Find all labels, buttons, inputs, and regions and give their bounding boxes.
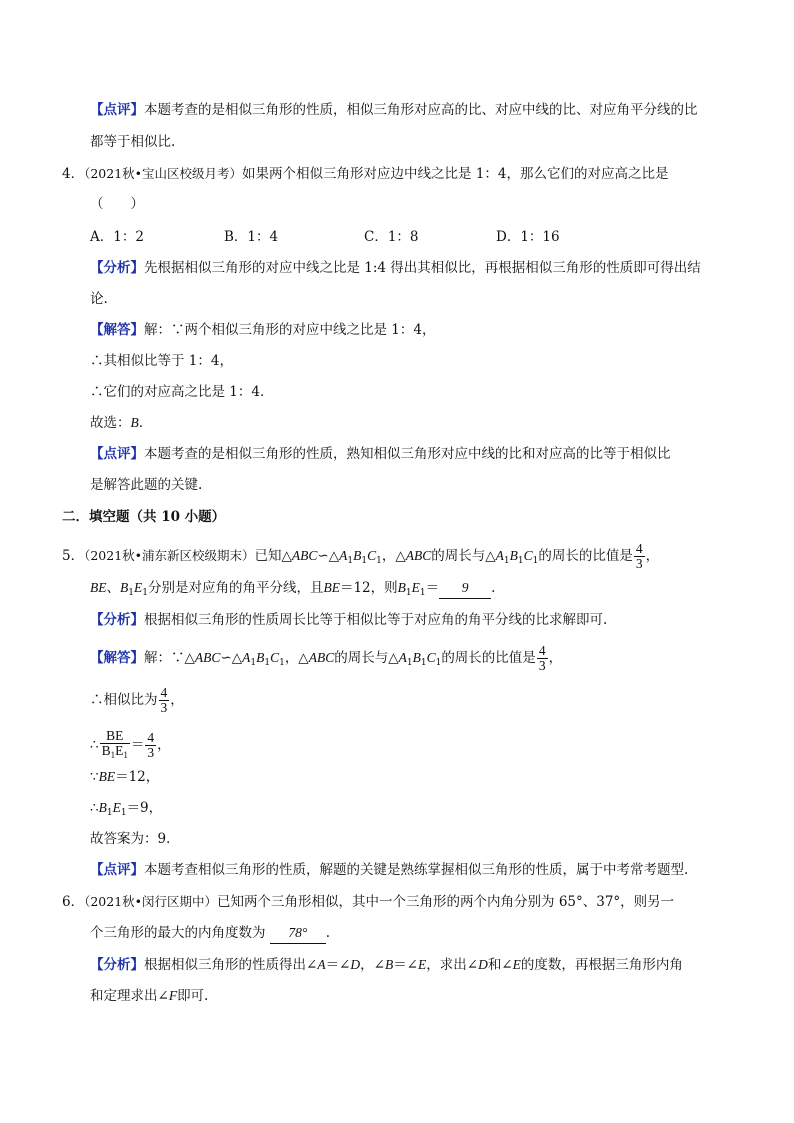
q5-step-2: [90, 729, 171, 762]
angle-a: A: [317, 957, 326, 972]
q4-analysis-line-1: [90, 258, 701, 278]
fraction-denominator: 3: [147, 745, 155, 760]
subscript: 1: [279, 658, 285, 668]
q6-analysis-line-1: [90, 955, 683, 975]
question-number: 4．: [62, 166, 85, 182]
subscript: 1: [123, 750, 128, 760]
fraction-denominator: [100, 744, 130, 762]
fraction-numerator: 4: [160, 685, 168, 700]
vertex-c1: C: [523, 548, 533, 563]
vertex-c1: C: [270, 650, 280, 665]
vertex-c1: C: [367, 548, 377, 563]
fraction-denominator: 3: [635, 556, 643, 571]
stem-text: 的周长的比值是: [538, 548, 633, 564]
equals: ＝: [425, 580, 440, 596]
fraction-denominator: 3: [538, 658, 546, 673]
stem-text: 已知△: [254, 548, 292, 564]
analysis-text: 根据相似三角形的性质得出∠: [144, 957, 318, 973]
stem-text: 个三角形的最大的内角度数为: [90, 925, 266, 941]
answer-end: ，: [548, 650, 563, 666]
answer-blank: 78°: [270, 923, 326, 944]
answer-choice: B: [130, 415, 139, 430]
answer-text: 的周长与△: [334, 650, 399, 666]
vertex-b1: B: [353, 548, 362, 563]
step-text: ∴相似比为: [90, 692, 158, 708]
subscript: 1: [128, 588, 134, 598]
question-source: （2021秋•闵行区期中）: [84, 894, 218, 909]
vertex-b1: B: [412, 650, 421, 665]
q3-comment-text: 本题考查的是相似三角形的性质，相似三角形对应高的比、对应中线的比、对应角平分线的比: [144, 102, 698, 118]
subscript: 1: [419, 588, 426, 598]
fraction: [159, 686, 170, 715]
subscript: 1: [517, 556, 524, 566]
subscript: 1: [361, 556, 368, 566]
subscript: 1: [347, 556, 354, 566]
q5-step-3: [90, 767, 159, 787]
angle-f: F: [168, 988, 178, 1003]
q4-paren: （ ）: [90, 196, 144, 212]
subscript: 1: [405, 588, 412, 598]
segment-be: BE: [323, 580, 340, 595]
subscript: 1: [503, 556, 510, 566]
vertex-b1: B: [397, 580, 406, 595]
stem-text: 的周长与△: [431, 548, 496, 564]
vertex-b1: B: [120, 580, 129, 595]
q5-step-5: 故答案为：9．: [90, 831, 180, 847]
step-end: ，: [157, 737, 171, 753]
therefore-symbol: ∴: [90, 737, 99, 753]
vertex-e1: E: [115, 743, 124, 758]
q4-option-d: D．1：16: [496, 229, 560, 245]
sep: ，∠: [360, 957, 385, 973]
vertex-e1: E: [112, 800, 121, 815]
fraction-be-b1e1: [100, 729, 130, 762]
q4-answer-line-2: ∴其相似比等于 1：4，: [90, 353, 233, 369]
sep: ，△: [284, 650, 309, 666]
q5-step-1: [90, 686, 184, 715]
answer-blank: 9: [439, 578, 491, 599]
q4-option-c: C．1：8: [364, 229, 419, 245]
comment-tag: 【点评】: [90, 102, 144, 118]
similar-symbol: ∽△: [317, 548, 340, 564]
q5-stem-line-2: [90, 578, 495, 603]
answer-label: 故选：: [90, 415, 131, 431]
q4-answer-line-4: [90, 413, 152, 433]
step-text: ＝9，: [126, 800, 163, 816]
q4-option-b: B．1：4: [224, 229, 279, 245]
comment-text: 本题考查相似三角形的性质，解题的关键是熟练掌握相似三角形的性质，属于中考常考题型.: [144, 862, 689, 878]
therefore-symbol: ∴: [90, 800, 99, 816]
fraction: [537, 644, 548, 673]
analysis-tag: 【分析】: [90, 260, 144, 276]
because-symbol: ∵: [90, 769, 99, 785]
step-text: ＝12，: [115, 769, 160, 785]
segment-be: BE: [90, 580, 107, 595]
q4-comment-line-2: 是解答此题的关键.: [90, 477, 203, 493]
fraction: [145, 731, 156, 760]
answer-text: 的周长的比值是: [441, 650, 536, 666]
subscript: 1: [532, 556, 539, 566]
answer-end: ．: [138, 415, 153, 431]
similar-symbol: ∽△: [220, 650, 243, 666]
vertex-e1: E: [411, 580, 420, 595]
q5-step-4: [90, 798, 162, 823]
subscript: 1: [376, 556, 382, 566]
subscript: 1: [435, 658, 442, 668]
subscript: 1: [142, 588, 148, 598]
subscript: 1: [406, 658, 413, 668]
fraction-numerator: 4: [635, 541, 643, 556]
vertex-b1: B: [101, 743, 111, 758]
subscript: 1: [264, 658, 271, 668]
stem-text: 分别是对应角的角平分线，且: [147, 580, 324, 596]
q4-analysis-line-2: 论.: [90, 291, 108, 307]
q6-analysis-line-2: [90, 986, 208, 1006]
q4-comment-line-1: [90, 444, 671, 464]
fraction-numerator: BE: [100, 729, 130, 744]
q5-stem-line-1: [62, 542, 659, 571]
q6-stem-line-1: [62, 892, 674, 912]
q4-answer-line-3: ∴它们的对应高之比是 1：4．: [90, 384, 274, 400]
triangle-abc: ABC: [308, 650, 335, 665]
vertex-b1: B: [98, 800, 107, 815]
analysis-text: 先根据相似三角形的对应中线之比是 1:4 得出其相似比，再根据相似三角形的性质即可得出结: [144, 260, 701, 276]
triangle-abc: ABC: [291, 548, 318, 563]
step-end: ，: [170, 692, 184, 708]
answer-tag: 【解答】: [90, 322, 144, 338]
subscript: 1: [106, 808, 113, 818]
vertex-e1: E: [133, 580, 143, 595]
analysis-tag: 【分析】: [90, 957, 144, 973]
fraction: [634, 542, 645, 571]
comment-tag: 【点评】: [90, 446, 144, 462]
subscript: 1: [420, 658, 427, 668]
q5-comment: [90, 860, 688, 880]
analysis-text: ，求出∠: [426, 957, 479, 973]
section-title: 二．填空题（共 10 小题）: [62, 509, 226, 525]
vertex-b1: B: [256, 650, 265, 665]
q6-stem-line-2: [90, 923, 330, 944]
answer-tag: 【解答】: [90, 650, 144, 666]
vertex-a1: A: [495, 548, 504, 563]
subscript: 1: [250, 658, 257, 668]
angle-e: E: [418, 957, 427, 972]
triangle-abc: ABC: [194, 650, 221, 665]
question-stem: 如果两个相似三角形对应边中线之比是 1：4，那么它们的对应高之比是: [242, 166, 669, 182]
stem-end: ，: [645, 548, 660, 564]
vertex-a1: A: [398, 650, 407, 665]
stem-end: .: [325, 925, 331, 941]
question-source: （2021秋•浦东新区校级期末）: [84, 548, 255, 563]
fraction-numerator: 4: [147, 730, 155, 745]
analysis-text: 的度数，再根据三角形内角: [520, 957, 683, 973]
answer-text: 解：∵两个相似三角形的对应中线之比是 1：4，: [144, 322, 436, 338]
question-number: 5．: [62, 548, 85, 564]
subscript: 1: [110, 750, 116, 760]
fraction-denominator: 3: [160, 700, 168, 715]
comment-tag: 【点评】: [90, 862, 144, 878]
angle-d: D: [478, 957, 488, 972]
stem-text: 已知两个三角形相似，其中一个三角形的两个内角分别为 65°、37°，则另一: [217, 894, 675, 910]
vertex-a1: A: [242, 650, 251, 665]
analysis-text: 和定理求出∠: [90, 988, 169, 1004]
analysis-tag: 【分析】: [90, 612, 144, 628]
angle-b: B: [384, 957, 394, 972]
angle-d: D: [350, 957, 361, 972]
angle-e: E: [512, 957, 521, 972]
q5-answer-line-1: [90, 644, 562, 673]
stem-sep: ，△: [381, 548, 406, 564]
question-source: （2021秋•宝山区校级月考）: [84, 166, 243, 181]
vertex-b1: B: [509, 548, 518, 563]
equals: ＝∠: [325, 957, 351, 973]
triangle-abc: ABC: [405, 548, 432, 563]
question-number: 6．: [62, 894, 85, 910]
q5-analysis: [90, 610, 607, 630]
subscript: 1: [120, 808, 127, 818]
q4-option-a: A．1：2: [90, 229, 144, 245]
stem-text: ＝12，则: [339, 580, 398, 596]
q3-comment-line-1: [90, 100, 698, 120]
q4-answer-line-1: [90, 320, 435, 340]
comment-text: 本题考查的是相似三角形的性质，熟知相似三角形对应中线的比和对应高的比等于相似比: [144, 446, 671, 462]
vertex-a1: A: [339, 548, 348, 563]
equals: ＝: [130, 737, 145, 753]
stem-end: .: [491, 580, 496, 596]
analysis-text: 根据相似三角形的性质周长比等于相似比等于对应角的角平分线的比求解即可.: [144, 612, 608, 628]
analysis-text: 即可.: [177, 988, 209, 1004]
fraction-numerator: 4: [538, 643, 546, 658]
q4-stem-line-1: [62, 164, 669, 184]
q3-comment-line-2: 都等于相似比.: [90, 134, 176, 150]
equals: ＝∠: [393, 957, 418, 973]
segment-be: BE: [98, 769, 116, 784]
analysis-text: 和∠: [487, 957, 513, 973]
vertex-c1: C: [426, 650, 436, 665]
answer-text: 解：∵△: [144, 650, 195, 666]
sep: 、: [106, 580, 120, 596]
